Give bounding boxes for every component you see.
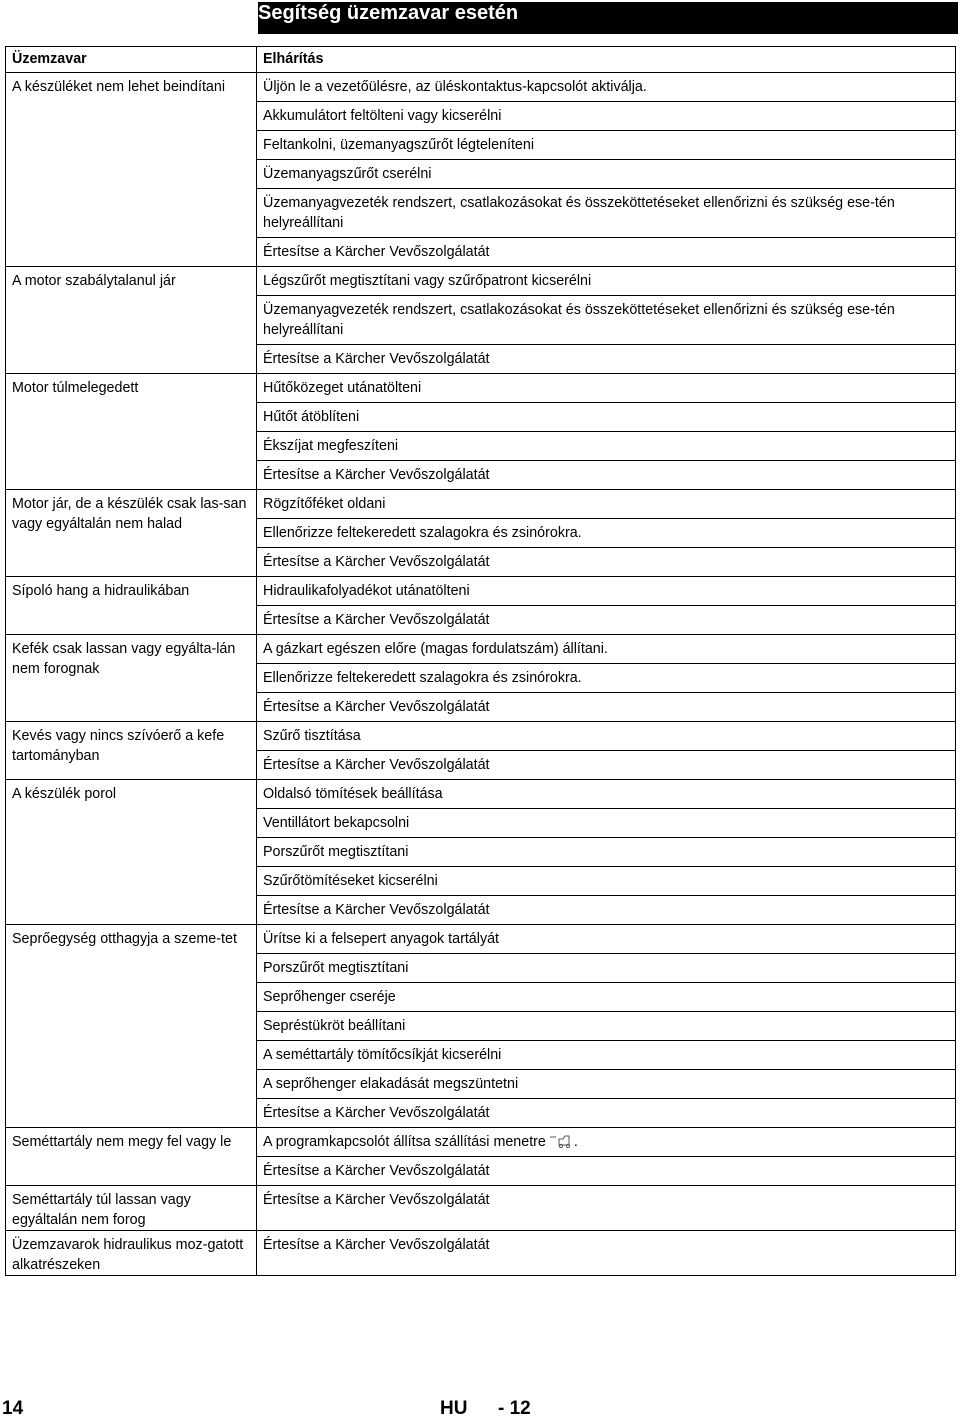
cause-text: Motor túlmelegedett	[12, 380, 139, 396]
remedy-text: Ellenőrizze feltekeredett szalagokra és zsinórokra.	[263, 670, 582, 686]
remedy-item	[257, 635, 955, 664]
remedy-text: Akkumulátort feltölteni vagy kicserélni	[263, 108, 502, 124]
remedy-text: A seméttartály tömítőcsíkját kicserélni	[263, 1047, 502, 1063]
remedy-item	[257, 722, 955, 751]
remedy-text: Ellenőrizze feltekeredett szalagokra és zsinórokra.	[263, 525, 582, 541]
cause-cell	[6, 1186, 257, 1231]
transport-mode-icon	[550, 1134, 572, 1148]
remedy-item	[257, 267, 955, 296]
remedy-text: Ürítse ki a felsepert anyagok tartályát	[263, 931, 500, 947]
remedy-cell	[257, 374, 956, 490]
remedy-text: Üljön le a vezetőülésre, az üléskontaktus-kapcsolót aktiválja.	[263, 79, 647, 95]
remedy-item	[257, 867, 955, 896]
remedy-cell	[257, 73, 956, 267]
table-row	[6, 925, 956, 1128]
remedy-item	[257, 548, 955, 576]
remedy-item	[257, 577, 955, 606]
remedy-text: Értesítse a Kärcher Vevőszolgálatát	[263, 612, 490, 628]
remedy-text: Szűrő tisztítása	[263, 728, 361, 744]
section-header-bar	[258, 2, 958, 34]
cause-text: A motor szabálytalanul jár	[12, 273, 176, 289]
table-header-row	[6, 47, 956, 73]
remedy-text: A programkapcsolót állítsa szállítási menetre	[263, 1134, 546, 1150]
remedy-cell	[257, 1231, 956, 1276]
remedy-text: Porszűrőt megtisztítani	[263, 960, 409, 976]
remedy-text: Szűrőtömítéseket kicserélni	[263, 873, 438, 889]
table-row	[6, 490, 956, 577]
cause-cell	[6, 267, 257, 374]
table-row	[6, 780, 956, 925]
remedy-text: Értesítse a Kärcher Vevőszolgálatát	[263, 351, 490, 367]
remedy-item	[257, 238, 955, 266]
remedy-text: Seprőhenger cseréje	[263, 989, 396, 1005]
remedy-text: Értesítse a Kärcher Vevőszolgálatát	[263, 1163, 490, 1179]
remedy-item	[257, 102, 955, 131]
remedy-item	[257, 432, 955, 461]
remedy-text: Értesítse a Kärcher Vevőszolgálatát	[263, 699, 490, 715]
cause-cell	[6, 780, 257, 925]
remedy-text: A gázkart egészen előre (magas fordulatszám) állítani.	[263, 641, 608, 657]
remedy-suffix: .	[573, 1134, 578, 1150]
cause-text: Motor jár, de a készülék csak las-san vagy egyáltalán nem halad	[12, 496, 247, 532]
cause-cell	[6, 1231, 257, 1276]
remedy-text: Értesítse a Kärcher Vevőszolgálatát	[263, 244, 490, 260]
remedy-item	[257, 606, 955, 634]
cause-text: Kevés vagy nincs szívóerő a kefe tartományban	[12, 728, 225, 764]
remedy-item	[257, 374, 955, 403]
cause-cell	[6, 490, 257, 577]
table-body	[6, 73, 956, 1276]
remedy-cell	[257, 577, 956, 635]
remedy-text: Értesítse a Kärcher Vevőszolgálatát	[263, 757, 490, 773]
remedy-text: Üzemanyagvezeték rendszert, csatlakozásokat és összeköttetéseket ellenőrizni és szükség ese-tén helyreállítani	[263, 302, 895, 338]
remedy-text: Értesítse a Kärcher Vevőszolgálatát	[263, 1237, 490, 1253]
remedy-item	[257, 925, 955, 954]
table-row	[6, 73, 956, 267]
cause-text: Seméttartály túl lassan vagy egyáltalán nem forog	[12, 1192, 191, 1228]
remedy-text: Ékszíjat megfeszíteni	[263, 438, 399, 454]
remedy-text: Sepréstükröt beállítani	[263, 1018, 406, 1034]
remedy-text: Értesítse a Kärcher Vevőszolgálatát	[263, 1105, 490, 1121]
remedy-item	[257, 189, 955, 238]
cause-text: A készülék porol	[12, 786, 117, 802]
table-row	[6, 722, 956, 780]
remedy-item	[257, 780, 955, 809]
table-row	[6, 577, 956, 635]
cause-text: Seméttartály nem megy fel vagy le	[12, 1134, 232, 1150]
remedy-item	[257, 296, 955, 345]
remedy-item	[257, 1231, 955, 1259]
remedy-text: Értesítse a Kärcher Vevőszolgálatát	[263, 467, 490, 483]
remedy-item	[257, 345, 955, 373]
remedy-item	[257, 751, 955, 779]
remedy-cell	[257, 925, 956, 1128]
remedy-item	[257, 490, 955, 519]
remedy-cell	[257, 267, 956, 374]
cause-text: Kefék csak lassan vagy egyálta-lán nem forognak	[12, 641, 236, 677]
cause-text: Seprőegység otthagyja a szeme-tet	[12, 931, 237, 947]
remedy-item	[257, 519, 955, 548]
language-code: HU	[440, 1398, 468, 1419]
remedy-text: Értesítse a Kärcher Vevőszolgálatát	[263, 1192, 490, 1208]
column-header-cause: Üzemzavar	[6, 47, 257, 73]
cause-cell	[6, 73, 257, 267]
remedy-item	[257, 1012, 955, 1041]
cause-cell	[6, 925, 257, 1128]
table-row	[6, 374, 956, 490]
remedy-item	[257, 1128, 955, 1157]
remedy-text: Légszűrőt megtisztítani vagy szűrőpatront kicserélni	[263, 273, 592, 289]
remedy-item	[257, 403, 955, 432]
remedy-item	[257, 693, 955, 721]
table-row	[6, 267, 956, 374]
column-header-remedy: Elhárítás	[257, 47, 956, 73]
cause-cell	[6, 635, 257, 722]
remedy-item	[257, 461, 955, 489]
troubleshooting-table	[5, 46, 956, 1276]
remedy-item	[257, 1041, 955, 1070]
remedy-text: Porszűrőt megtisztítani	[263, 844, 409, 860]
cause-cell	[6, 374, 257, 490]
remedy-cell	[257, 1128, 956, 1186]
cause-cell	[6, 1128, 257, 1186]
remedy-item	[257, 131, 955, 160]
table-row	[6, 1128, 956, 1186]
cause-text: Üzemzavarok hidraulikus moz-gatott alkatrészeken	[12, 1237, 244, 1273]
page-number: 14	[2, 1398, 24, 1419]
table-row	[6, 635, 956, 722]
remedy-item	[257, 809, 955, 838]
cause-cell	[6, 722, 257, 780]
remedy-item	[257, 1157, 955, 1185]
cause-text: Sípoló hang a hidraulikában	[12, 583, 190, 599]
remedy-item	[257, 838, 955, 867]
table-row	[6, 1186, 956, 1231]
cause-cell	[6, 577, 257, 635]
remedy-item	[257, 1186, 955, 1214]
remedy-cell	[257, 635, 956, 722]
remedy-item	[257, 983, 955, 1012]
remedy-text: Feltankolni, üzemanyagszűrőt légteleníteni	[263, 137, 535, 153]
remedy-text: Üzemanyagszűrőt cserélni	[263, 166, 432, 182]
remedy-text: Hidraulikafolyadékot utánatölteni	[263, 583, 470, 599]
cause-text: A készüléket nem lehet beindítani	[12, 79, 226, 95]
remedy-text: Hűtőközeget utánatölteni	[263, 380, 422, 396]
remedy-item	[257, 664, 955, 693]
remedy-text: A seprőhenger elakadását megszüntetni	[263, 1076, 519, 1092]
remedy-cell	[257, 1186, 956, 1231]
remedy-cell	[257, 490, 956, 577]
remedy-item	[257, 160, 955, 189]
remedy-item	[257, 1099, 955, 1127]
section-title: Segítség üzemzavar esetén	[258, 2, 519, 24]
remedy-item	[257, 73, 955, 102]
remedy-text: Üzemanyagvezeték rendszert, csatlakozásokat és összeköttetéseket ellenőrizni és szükség ese-tén helyreállítani	[263, 195, 895, 231]
remedy-text: Értesítse a Kärcher Vevőszolgálatát	[263, 554, 490, 570]
remedy-text: Hűtőt átöblíteni	[263, 409, 360, 425]
remedy-item	[257, 954, 955, 983]
remedy-item	[257, 1070, 955, 1099]
remedy-text: Ventillátort bekapcsolni	[263, 815, 410, 831]
remedy-item	[257, 896, 955, 924]
remedy-text: Oldalsó tömítések beállítása	[263, 786, 443, 802]
remedy-cell	[257, 722, 956, 780]
remedy-text: Értesítse a Kärcher Vevőszolgálatát	[263, 902, 490, 918]
table-row	[6, 1231, 956, 1276]
sub-page-number: - 12	[498, 1398, 531, 1419]
remedy-text: Rögzítőféket oldani	[263, 496, 386, 512]
remedy-cell	[257, 780, 956, 925]
